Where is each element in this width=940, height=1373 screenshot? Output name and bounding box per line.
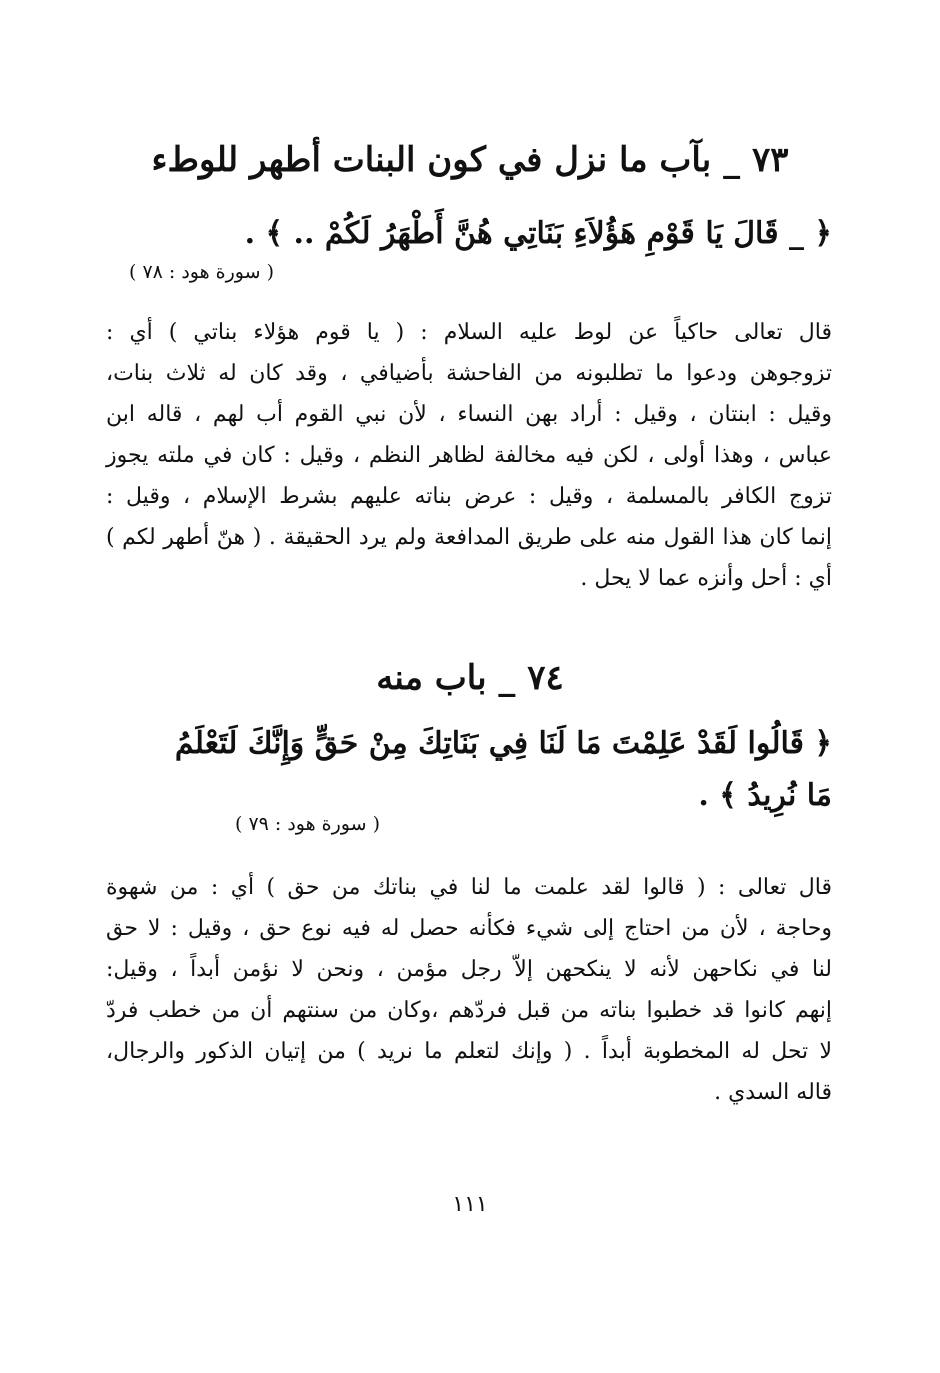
paragraph-line: وحاجة ، لأن من احتاج إلى شيء فكأنه حصل له فيه نوع حق ، وقيل : لا حق — [106, 916, 832, 941]
paragraph-line: تزوجوهن ودعوا ما تطلبونه من الفاحشة بأضيافي ، وقد كان له ثلاث بنات، — [106, 361, 832, 386]
quran-verse-73 — [102, 208, 832, 260]
paragraph-line: قاله السدي . — [714, 1080, 832, 1105]
paragraph-line: أي : أحل وأنزه عما لا يحل . — [580, 566, 832, 591]
quran-verse-74 — [102, 718, 832, 822]
verse-line: ﴿ قَالُوا لَقَدْ عَلِمْتَ مَا لَنَا فِي بَنَاتِكَ مِنْ حَقٍّ وَإِنَّكَ لَتَعْلَمُ — [174, 726, 832, 761]
commentary-paragraph-74 — [106, 867, 832, 1113]
verse-line: ﴿ _ قَالَ يَا قَوْمِ هَؤُلاَءِ بَنَاتِي هُنَّ أَطْهَرُ لَكُمْ .. ﴾ . — [244, 216, 832, 251]
chapter-heading-74: ٧٤ _ باب منه — [376, 658, 564, 698]
page-number: ١١١ — [452, 1192, 488, 1217]
verse-reference-74: ( سورة هود : ٧٩ ) — [234, 813, 380, 835]
verse-line: مَا نُرِيدُ ﴾ . — [698, 778, 832, 813]
paragraph-line: إنهم كانوا قد خطبوا بناته من قبل فردّهم ،وكان من سنتهم أن من خطب فردّ — [106, 998, 832, 1023]
paragraph-line: قال تعالى : ( قالوا لقد علمت ما لنا في بناتك من حق ) أي : من شهوة — [106, 875, 832, 900]
commentary-paragraph-73 — [106, 312, 832, 599]
chapter-heading-73: ٧٣ _ بآب ما نزل في كون البنات أطهر للوطء — [151, 140, 789, 180]
paragraph-line: تزوج الكافر بالمسلمة ، وقيل : عرض بناته عليهم بشرط الإسلام ، وقيل : — [106, 484, 832, 509]
paragraph-line: إنما كان هذا القول منه على طريق المدافعة ولم يرد الحقيقة . ( هنّ أطهر لكم ) — [106, 525, 832, 550]
paragraph-line: وقيل : ابنتان ، وقيل : أراد بهن النساء ، لأن نبي القوم أب لهم ، قاله ابن — [106, 402, 832, 427]
verse-reference-73: ( سورة هود : ٧٨ ) — [128, 261, 274, 283]
paragraph-line: قال تعالى حاكياً عن لوط عليه السلام : ( يا قوم هؤلاء بناتي ) أي : — [106, 320, 832, 345]
paragraph-line: لا تحل له المخطوبة أبداً . ( وإنك لتعلم ما نريد ) من إتيان الذكور والرجال، — [106, 1039, 832, 1064]
paragraph-line: لنا في نكاحهن لأنه لا ينكحهن إلاّ رجل مؤمن ، ونحن لا نؤمن أبداً ، وقيل: — [106, 957, 832, 982]
paragraph-line: عباس ، وهذا أولى ، لكن فيه مخالفة لظاهر النظم ، وقيل : كان في ملته يجوز — [106, 443, 832, 468]
